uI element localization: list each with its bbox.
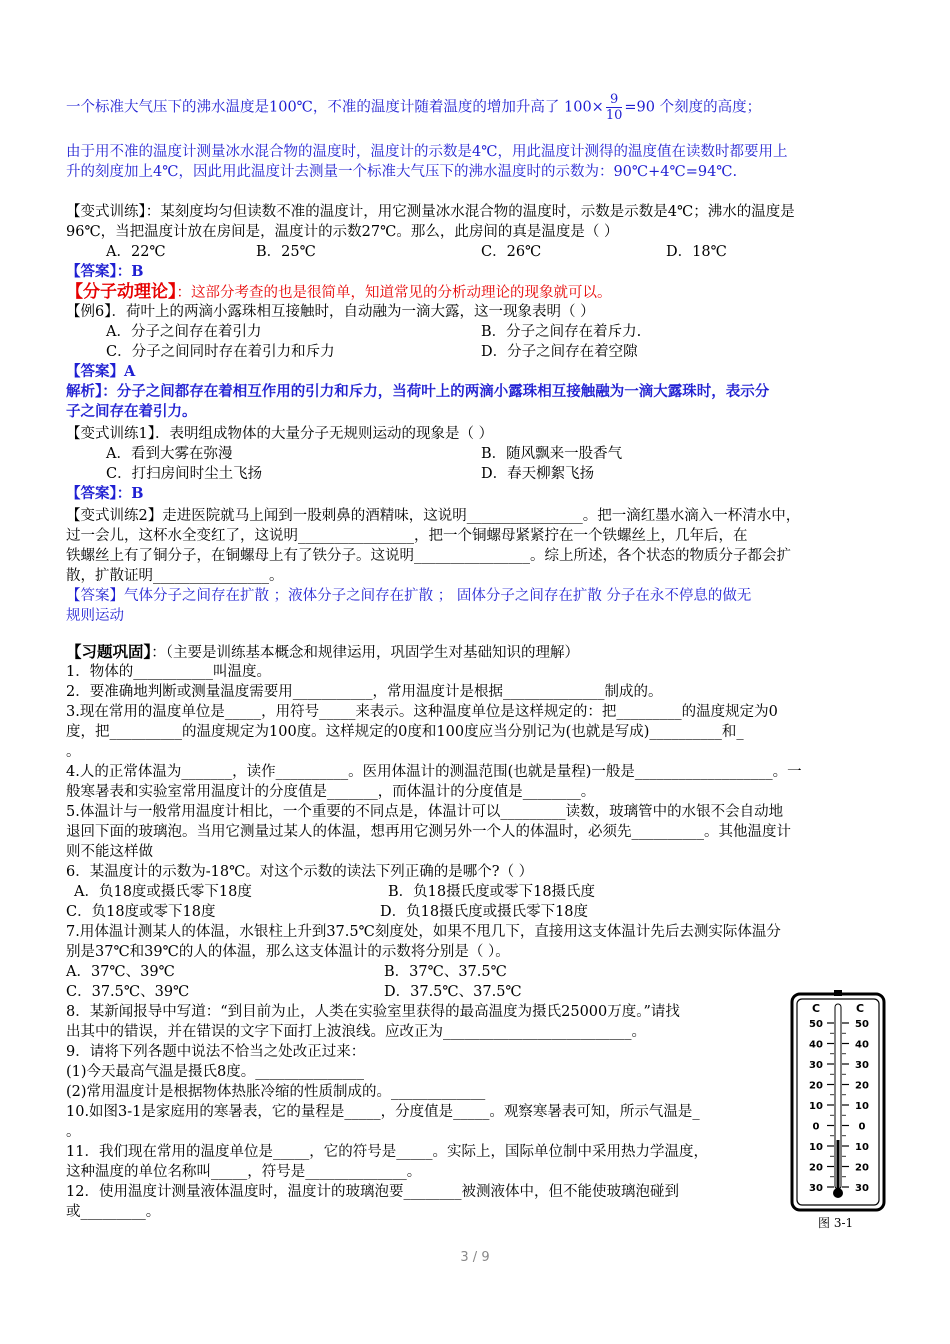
choice-option: A．分子之间存在着引力	[106, 324, 262, 340]
choice-option: B．负18摄氏度或零下18摄氏度	[388, 884, 596, 900]
text-line: 9．请将下列各题中说法不恰当之处改正过来：	[66, 1044, 366, 1060]
text-line: 度，把__________的温度规定为100度。这样规定的0度和100度应当分别记为(也就是写成)__________和_	[66, 724, 744, 740]
tick-label-right: 50	[855, 1019, 869, 1030]
text-line: 【答案】：B	[66, 485, 144, 502]
section-note: ：（主要是训练基本概念和规律运用，巩固学生对基础知识的理解）	[151, 645, 580, 661]
text-line: 则不能这样做	[66, 844, 153, 860]
text-line: 般寒暑表和实验室常用温度计的分度值是_______，而体温计的分度值是________。	[66, 784, 596, 800]
text-line: 3.现在常用的温度单位是_____，用符号_____来表示。这种温度单位是这样规定的：把_________的温度规定为0	[66, 704, 778, 720]
text-line: 7.用体温计测某人的体温，水银柱上升到37.5℃刻度处，如果不甩几下，直接用这支体温计先后去测实际体温分	[66, 924, 781, 940]
choice-option: D．春天柳絮飞扬	[481, 466, 595, 482]
text-segment: 一个标准大气压下的沸水温度是100℃，不准的温度计随着温度的增加升高了 100×	[66, 99, 604, 116]
tick-label-right: 20	[855, 1162, 869, 1174]
text-line: 【例6】．荷叶上的两滴小露珠相互接触时，自动融为一滴大露，这一现象表明（ ）	[66, 304, 595, 320]
choice-option: D．18℃	[666, 244, 727, 260]
text-line: 5.体温计与一般常用温度计相比，一个重要的不同点是，体温计可以_________读数，玻璃管中的水银不会自动地	[66, 804, 784, 820]
text-line: 别是37℃和39℃的人的体温，那么这支体温计的示数将分别是（ ）。	[66, 944, 510, 960]
text-line: 解析】：分子之间都存在着相互作用的引力和斥力，当荷叶上的两滴小露珠相互接触融为一滴大露珠时，表示分	[66, 383, 770, 400]
text-line: 。	[66, 744, 81, 760]
figure-caption: 图 3-1	[818, 1216, 854, 1230]
text-line: 8．某新闻报导中写道：“到目前为止，人类在实验室里获得的最高温度为摄氏25000万度。”请找	[66, 1004, 680, 1020]
unit-label-left: C	[811, 1002, 821, 1015]
tick-label-right: 10	[855, 1101, 869, 1112]
tick-label-left: 50	[809, 1019, 823, 1030]
text-line: 子之间存在着引力。	[66, 403, 197, 420]
tick-label-right: 20	[855, 1080, 869, 1092]
tick-label-left: 30	[809, 1060, 823, 1071]
tick-label-left: 40	[809, 1039, 823, 1051]
text-line: (2)常用温度计是根据物体热胀冷缩的性质制成的。_____________	[66, 1084, 486, 1100]
tick-label-left: 10	[809, 1101, 823, 1112]
section-heading: 【分子动理论】	[66, 282, 177, 302]
choice-option: A．负18度或摄氏零下18度	[74, 884, 252, 900]
text-line: 10.如图3-1是家庭用的寒暑表，它的量程是_____，分度值是_____。观察寒暑表可知，所示气温是_	[66, 1104, 700, 1120]
choice-option: B．37℃、37.5℃	[384, 964, 507, 980]
text-line: 【答案】气体分子之间存在扩散 ；液体分子之间存在扩散 ； 固体分子之间存在扩散 分子在永不停息的做无	[66, 588, 752, 604]
thermometer-figure	[790, 990, 886, 1212]
choice-option: B．随风飘来一股香气	[481, 446, 623, 462]
choice-option: C．打扫房间时尘土飞扬	[106, 466, 263, 482]
choice-option: B．分子之间存在着斥力.	[481, 324, 642, 340]
text-line: 6．某温度计的示数为-18℃。对这个示数的读法下列正确的是哪个?（ ）	[66, 864, 534, 880]
text-line: 退回下面的玻璃泡。当用它测量过某人的体温，想再用它测另外一个人的体温时，必须先__________。其他温度计	[66, 824, 791, 840]
text-line: (1)今天最高气温是摄氏8度。_______________	[66, 1064, 365, 1080]
choice-option: A．看到大雾在弥漫	[106, 446, 233, 462]
fraction	[606, 92, 623, 123]
choice-option: C．26℃	[481, 244, 542, 260]
section-heading: 【习题巩固】	[66, 642, 152, 661]
text-line: 过一会儿，这杯水全变红了，这说明________________，把一个铜螺母紧紧拧在一个铁螺丝上，几年后，在	[66, 528, 748, 544]
choice-option: A．22℃	[106, 244, 166, 260]
tick-label-left: 10	[809, 1142, 823, 1153]
fraction-numerator: 9	[606, 92, 623, 108]
text-line: 4.人的正常体温为_______，读作__________。医用体温计的测温范围(也就是量程)一般是___________________。一	[66, 764, 802, 780]
tick-label-right: 30	[855, 1183, 869, 1194]
text-line: 【变式训练2】走进医院就马上闻到一股刺鼻的酒精味，这说明________________。把一滴红墨水滴入一杯清水中，	[66, 508, 801, 524]
fraction-denominator: 10	[605, 108, 623, 123]
text-line: 散，扩散证明________________。	[66, 568, 284, 584]
text-line: 2．要准确地判断或测量温度需要用___________，常用温度计是根据______________制成的。	[66, 684, 663, 700]
tick-label-right: 10	[855, 1142, 869, 1153]
text-line: 【变式训练】：某刻度均匀但读数不准的温度计，用它测量冰水混合物的温度时，示数是示数是4℃；沸水的温度是	[66, 204, 795, 220]
text-line: 这种温度的单位名称叫_____，符号是______________。	[66, 1164, 422, 1180]
text-line: 出其中的错误，并在错误的文字下面打上波浪线。应改正为__________________________。	[66, 1024, 646, 1040]
section-note: ：这部分考查的也是很简单，知道常见的分析动理论的现象就可以。	[176, 285, 612, 301]
tick-label-right: 0	[858, 1121, 866, 1133]
page-number: 3 / 9	[460, 1250, 490, 1265]
text-line: 【变式训练1】．表明组成物体的大量分子无规则运动的现象是（ ）	[66, 426, 494, 442]
text-line: 升的刻度加上4℃，因此用此温度计去测量一个标准大气压下的沸水温度时的示数为：90℃+4℃=94℃.	[66, 164, 738, 180]
choice-option: D．37.5℃、37.5℃	[384, 984, 522, 1000]
text-line: 规则运动	[66, 608, 124, 624]
text-line: 铁螺丝上有了铜分子，在铜螺母上有了铁分子。这说明________________。综上所述，各个状态的物质分子都会扩	[66, 548, 791, 564]
text-line: 。	[66, 1124, 81, 1140]
text-line: 11．我们现在常用的温度单位是_____，它的符号是_____。实际上，国际单位制中采用热力学温度，	[66, 1144, 708, 1160]
choice-option: D．负18摄氏度或摄氏零下18度	[380, 904, 589, 920]
choice-option: B．25℃	[256, 244, 316, 260]
text-line: 【答案】：B	[66, 263, 144, 280]
text-line: 1．物体的___________叫温度。	[66, 664, 271, 680]
choice-option: A．37℃、39℃	[66, 964, 175, 980]
text-line	[66, 92, 888, 123]
text-line	[66, 642, 888, 663]
tick-label-left: 0	[812, 1121, 820, 1133]
tick-label-right: 30	[855, 1060, 869, 1071]
unit-label-right: C	[855, 1002, 865, 1015]
tick-label-left: 20	[809, 1162, 823, 1174]
choice-option: C．分子之间同时存在着引力和斥力	[106, 344, 335, 360]
text-segment: =90 个刻度的高度；	[624, 99, 762, 116]
tick-label-left: 20	[809, 1080, 823, 1092]
text-line: 或_________。	[66, 1204, 161, 1220]
choice-option: D．分子之间存在着空隙	[481, 344, 638, 360]
tick-label-right: 40	[855, 1039, 869, 1051]
text-line: 由于用不准的温度计测量冰水混合物的温度时，温度计的示数是4℃，用此温度计测得的温度值在读数时都要用上	[66, 144, 788, 160]
choice-option: C．负18度或零下18度	[66, 904, 216, 920]
choice-option: C．37.5℃、39℃	[66, 984, 190, 1000]
tick-label-left: 30	[809, 1183, 823, 1194]
text-line: 【答案】A	[66, 363, 136, 380]
text-line	[66, 282, 888, 303]
text-line: 96℃，当把温度计放在房间是，温度计的示数27℃。那么，此房间的真是温度是（ ）	[66, 224, 619, 240]
text-line: 12．使用温度计测量液体温度时，温度计的玻璃泡要________被测液体中，但不能使玻璃泡碰到	[66, 1184, 679, 1200]
